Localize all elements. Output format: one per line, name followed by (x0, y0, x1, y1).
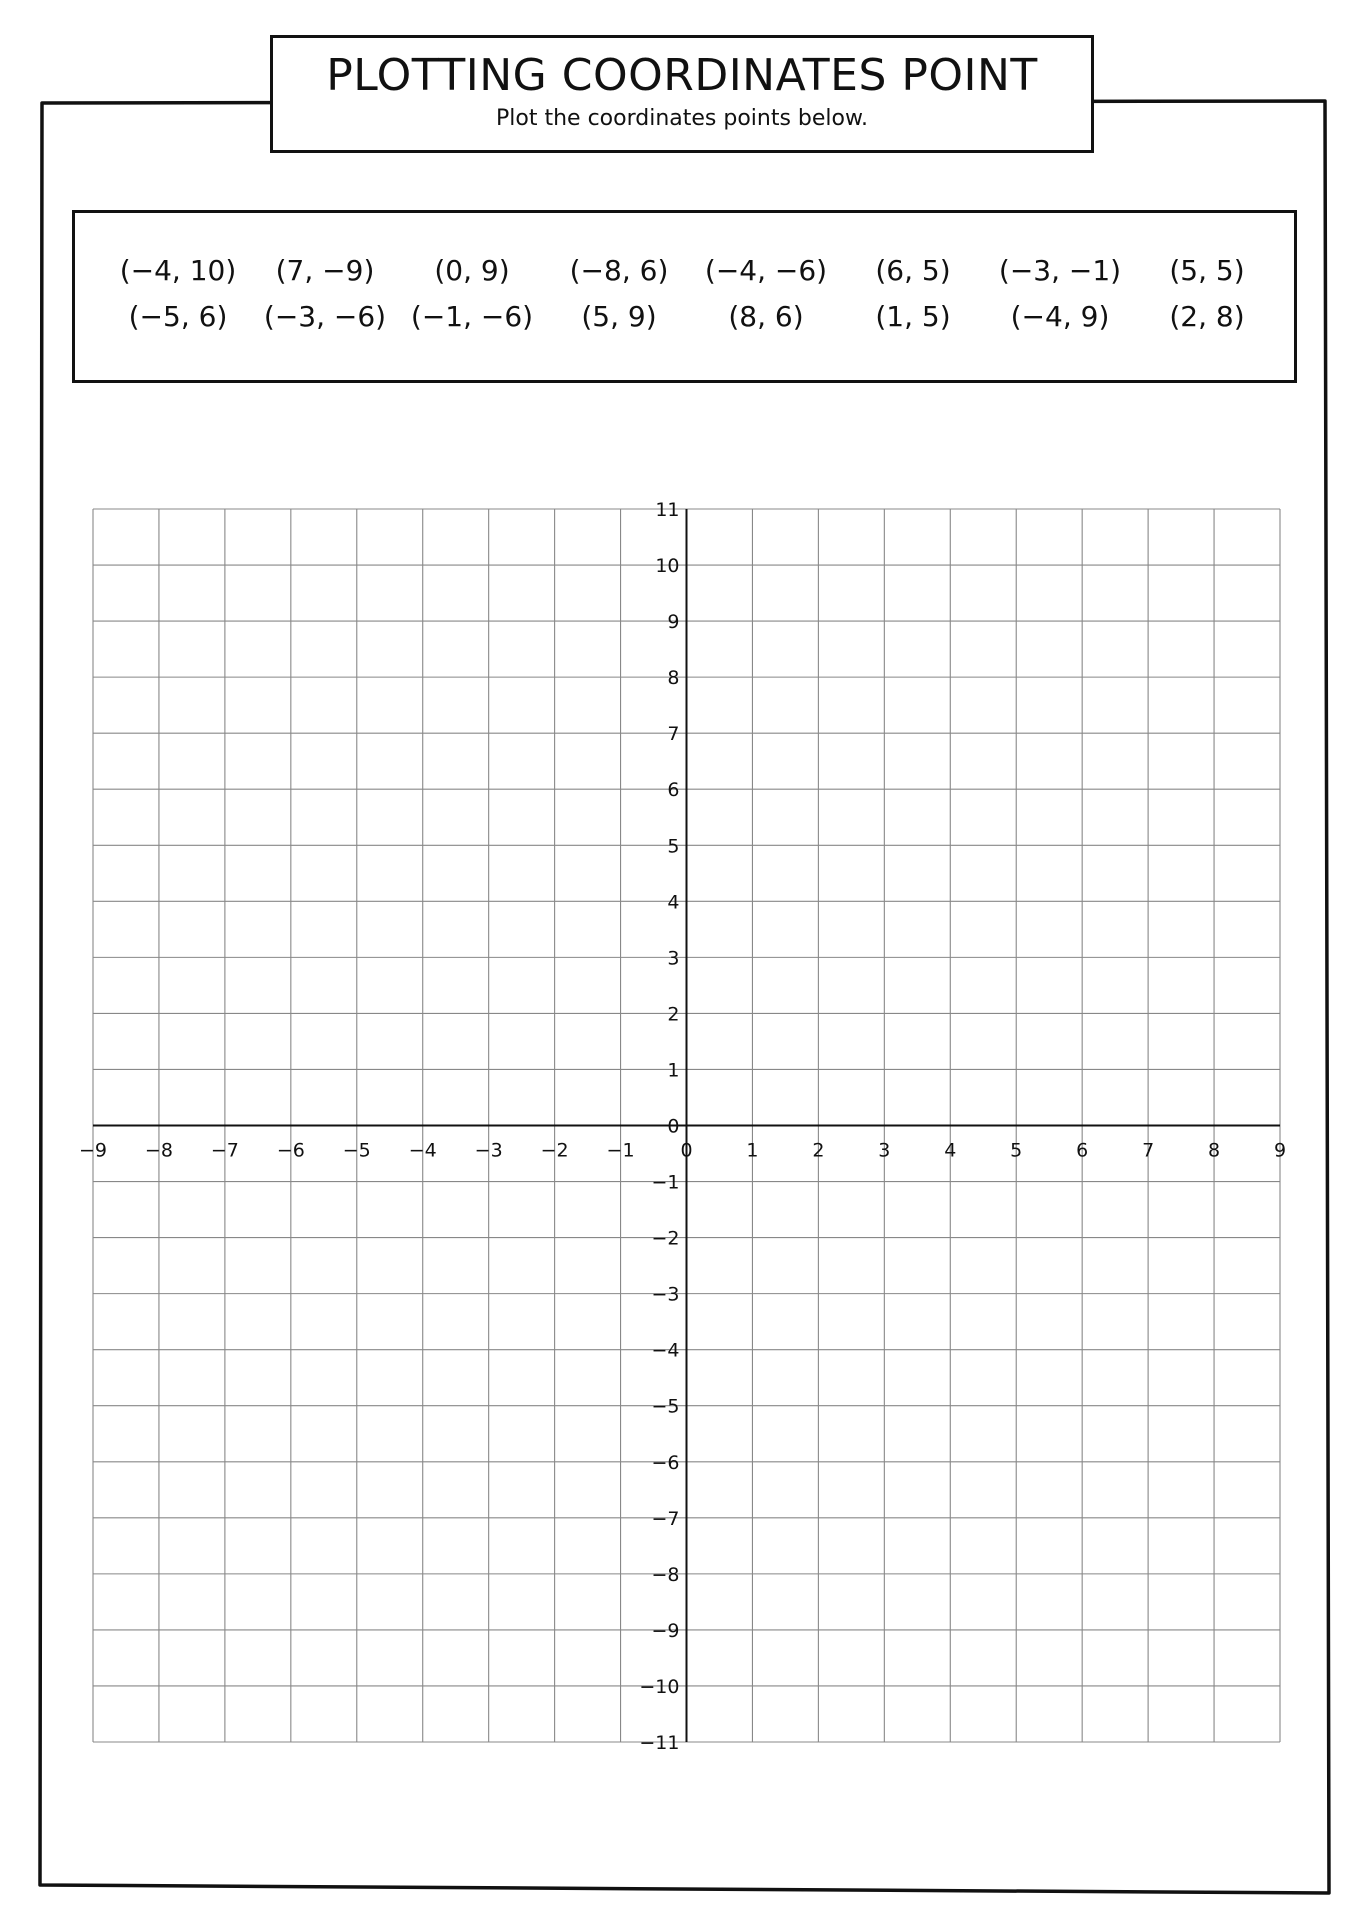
worksheet-subtitle: Plot the coordinates points below. (496, 106, 868, 131)
y-tick-label: 6 (667, 779, 680, 802)
x-tick-label: −9 (78, 1139, 108, 1162)
y-tick-label: −6 (651, 1451, 680, 1474)
y-tick-label: 8 (667, 667, 680, 690)
y-tick-label: 7 (667, 723, 680, 746)
x-tick-label: −7 (210, 1139, 239, 1162)
y-tick-label: 1 (667, 1059, 680, 1082)
x-tick-label: 5 (1010, 1139, 1023, 1162)
worksheet-title: PLOTTING COORDINATES POINT (326, 50, 1038, 101)
x-tick-label: 4 (944, 1139, 957, 1162)
y-tick-label: 2 (667, 1003, 680, 1026)
coordinate-label: (1, 5) (875, 300, 951, 333)
coordinate-label: (2, 8) (1169, 300, 1245, 333)
x-axis-tick-labels (79, 1140, 1286, 1162)
x-tick-label: −6 (276, 1139, 305, 1162)
y-tick-label: 4 (667, 891, 680, 914)
coordinate-label: (8, 6) (728, 300, 804, 333)
x-tick-label: −4 (408, 1139, 437, 1162)
y-tick-label: −9 (651, 1619, 680, 1642)
coordinate-label: (6, 5) (875, 254, 951, 287)
y-tick-label: −11 (639, 1732, 680, 1754)
coordinate-label: (−8, 6) (569, 254, 669, 287)
x-tick-label: 9 (1273, 1139, 1287, 1162)
coordinate-label: (−4, −6) (704, 254, 828, 287)
coordinate-label: (−5, 6) (128, 300, 228, 333)
y-tick-label: −7 (651, 1507, 680, 1530)
y-tick-label: 10 (655, 555, 680, 578)
y-tick-label: 0 (667, 1115, 680, 1138)
coordinate-label: (0, 9) (434, 254, 510, 287)
coordinate-label: (5, 9) (581, 300, 657, 333)
x-tick-label: 2 (812, 1139, 825, 1162)
coordinate-label: (−4, 9) (1010, 300, 1110, 333)
x-tick-label: −1 (606, 1139, 635, 1162)
y-tick-label: 11 (655, 499, 680, 521)
coordinate-label: (−4, 10) (119, 254, 237, 287)
x-tick-label: −2 (540, 1139, 569, 1162)
x-tick-label: 6 (1076, 1139, 1089, 1162)
x-tick-label: 1 (746, 1139, 759, 1162)
x-tick-label: −5 (342, 1139, 371, 1162)
coordinate-label: (−3, −6) (263, 300, 387, 333)
y-tick-label: 3 (667, 947, 680, 970)
y-tick-label: −8 (651, 1563, 680, 1586)
y-tick-label: −4 (651, 1339, 680, 1362)
coordinate-label: (−3, −1) (998, 254, 1122, 287)
y-tick-label: −10 (639, 1675, 680, 1698)
y-tick-label: 5 (667, 835, 680, 858)
y-tick-label: 9 (667, 611, 680, 634)
x-tick-label: −8 (144, 1139, 173, 1162)
coordinate-label: (7, −9) (275, 254, 375, 287)
x-tick-label: −3 (474, 1139, 503, 1162)
y-tick-label: −5 (651, 1395, 680, 1418)
y-tick-label: −3 (651, 1283, 680, 1306)
axes (93, 509, 1280, 1742)
x-tick-label: 3 (878, 1139, 891, 1162)
x-tick-label: 8 (1208, 1139, 1221, 1162)
y-tick-label: −2 (651, 1227, 680, 1250)
x-tick-label: 7 (1142, 1139, 1155, 1162)
y-tick-label: −1 (651, 1171, 680, 1194)
x-tick-label: 0 (680, 1139, 693, 1162)
coordinate-label: (−1, −6) (410, 300, 534, 333)
coordinate-label: (5, 5) (1169, 254, 1245, 287)
